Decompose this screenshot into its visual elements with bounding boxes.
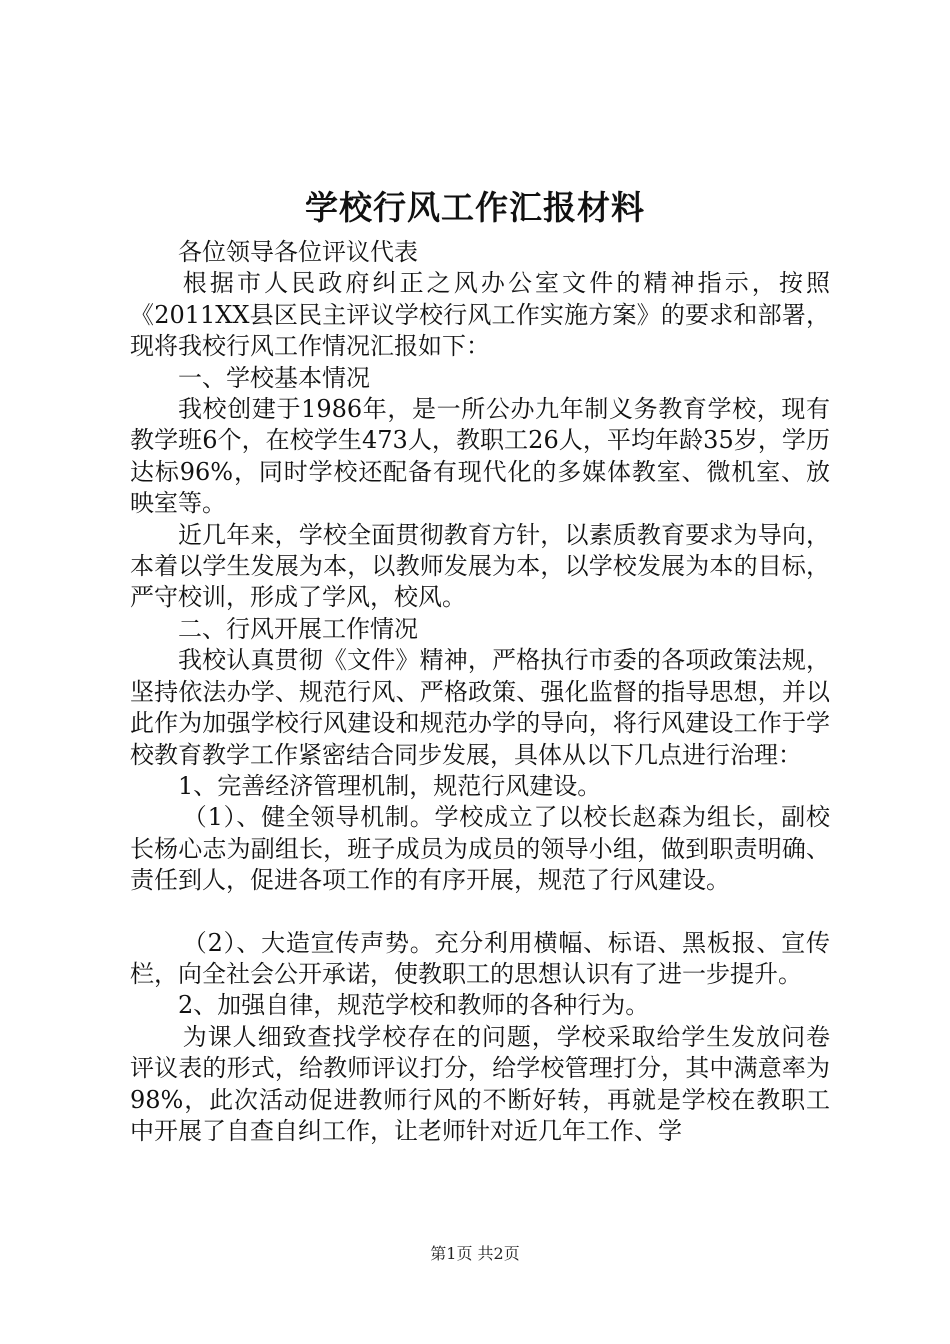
document-body xyxy=(130,237,830,1147)
item-2-paragraph: （2）、大造宣传声势。充分利用横幅、标语、黑板报、宣传栏，向全社会公开承诺，使教职工的思想认识有了进一步提升。 xyxy=(130,928,830,988)
page-number: 第1页 共2页 xyxy=(430,1244,520,1263)
intro-paragraph: 根据市人民政府纠正之风办公室文件的精神指示，按照《2011XX县区民主评议学校行风工作实施方案》的要求和部署，现将我校行风工作情况汇报如下： xyxy=(130,269,830,361)
section-heading-1: 一、学校基本情况 xyxy=(178,363,370,392)
recent-years-paragraph: 近几年来，学校全面贯彻教育方针，以素质教育要求为导向，本着以学生发展为本，以教师发展为本，以学校发展为本的目标，严守校训，形成了学风，校风。 xyxy=(130,520,830,612)
subsection-1-heading: 1、完善经济管理机制，规范行风建设。 xyxy=(178,771,602,800)
implementation-paragraph: 我校认真贯彻《文件》精神，严格执行市委的各项政策法规，坚持依法办学、规范行风、严格政策、强化监督的指导思想，并以此作为加强学校行风建设和规范办学的导向，将行风建设工作于学校教育教学工作紧密结合同步发展，具体从以下几点进行治理： xyxy=(130,646,830,769)
salutation: 各位领导各位评议代表 xyxy=(178,238,418,266)
section-heading-2: 二、行风开展工作情况 xyxy=(178,614,418,643)
school-basic-paragraph: 我校创建于1986年，是一所公办九年制义务教育学校，现有教学班6个，在校学生473人，教职工26人，平均年龄35岁，学历达标96%，同时学校还配备有现代化的多媒体教室、微机室、放映室等。 xyxy=(130,395,830,518)
self-discipline-paragraph: 为课人细致查找学校存在的问题，学校采取给学生发放问卷评议表的形式，给教师评议打分，给学校管理打分，其中满意率为98%，此次活动促进教师行风的不断好转，再就是学校在教职工中开展了自查自纠工作，让老师针对近几年工作、学 xyxy=(130,1022,830,1145)
document-title: 学校行风工作汇报材料 xyxy=(305,188,645,227)
subsection-2-heading: 2、加强自律，规范学校和教师的各种行为。 xyxy=(178,991,650,1020)
item-1-paragraph: （1）、健全领导机制。学校成立了以校长赵森为组长，副校长杨心志为副组长，班子成员为成员的领导小组，做到职责明确、责任到人，促进各项工作的有序开展，规范了行风建设。 xyxy=(130,803,830,895)
